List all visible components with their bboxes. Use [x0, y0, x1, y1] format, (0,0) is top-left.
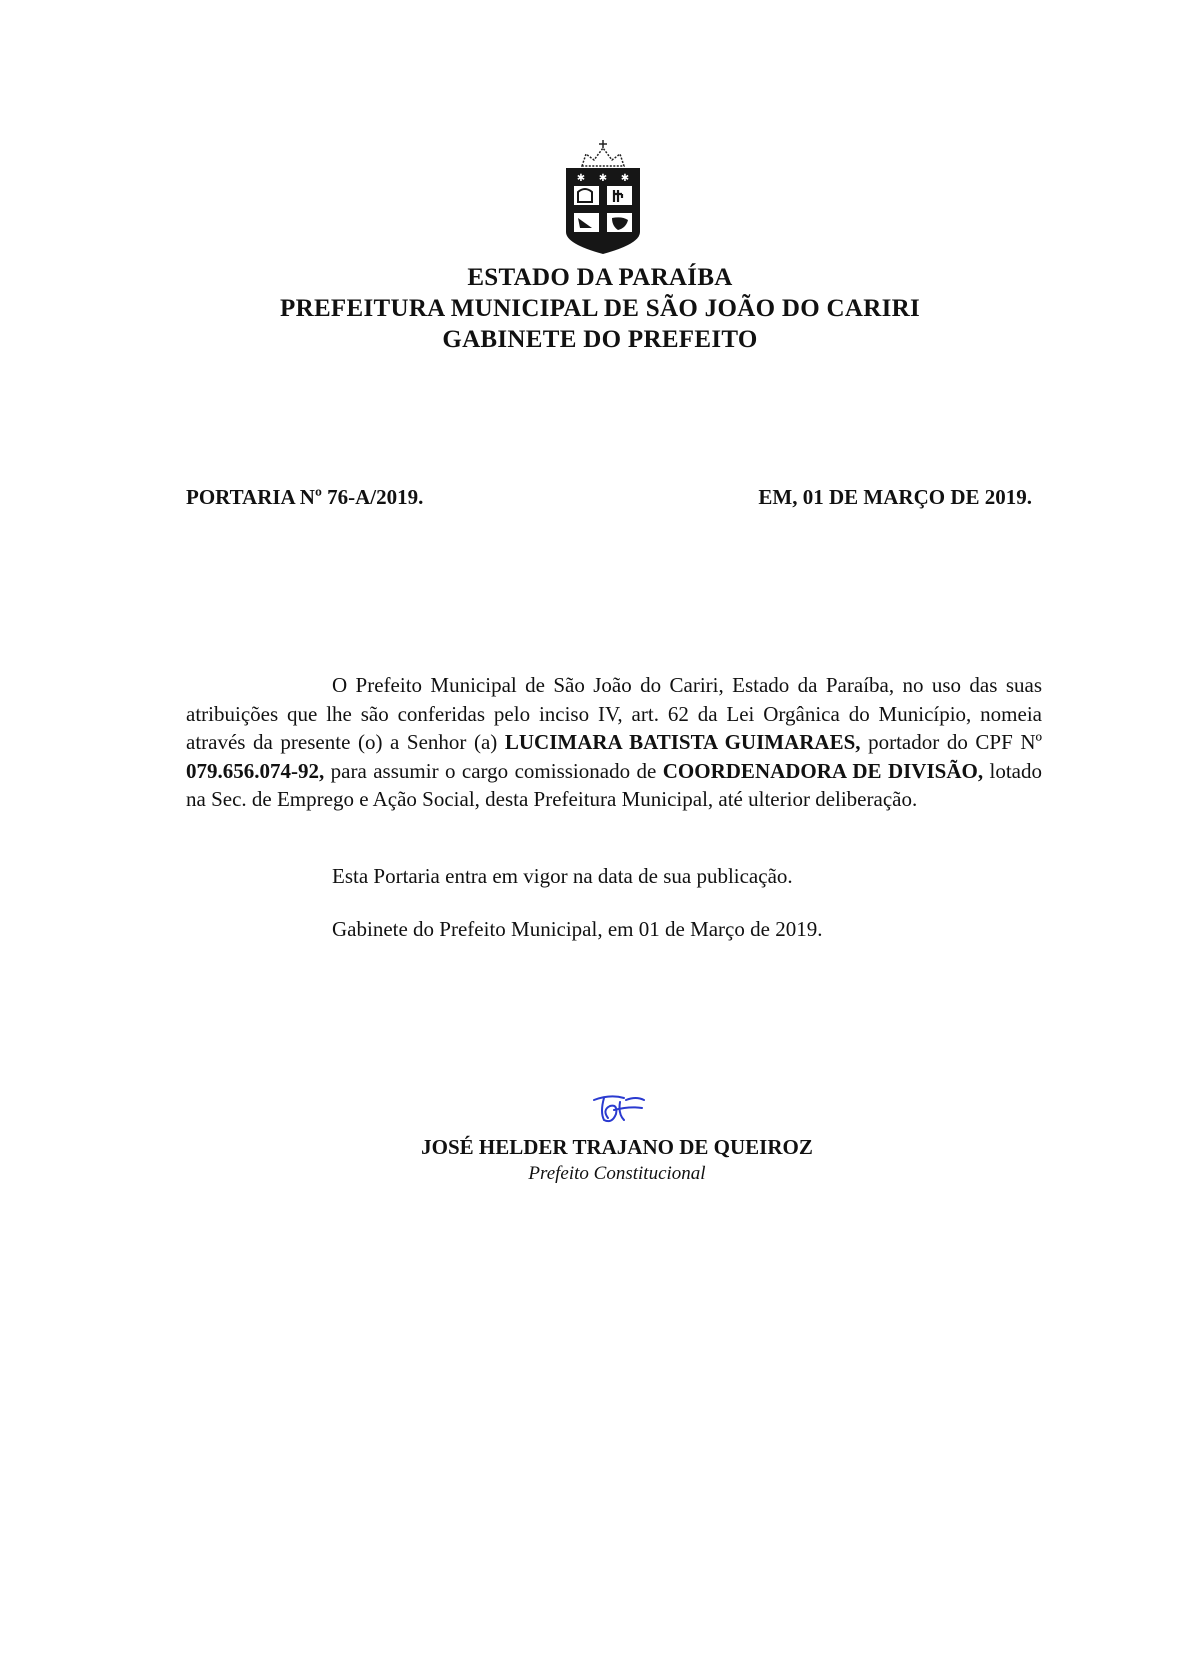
body-text-3: para assumir o cargo comissionado de	[324, 758, 663, 783]
state-name: ESTADO DA PARAÍBA	[467, 264, 733, 291]
coat-of-arms-icon	[560, 140, 646, 256]
body-text-2: portador do CPF Nº	[860, 730, 1042, 754]
appointee-cpf: 079.656.074-92,	[186, 758, 325, 783]
city-hall-name: PREFEITURA MUNICIPAL DE SÃO JOÃO DO CARIRI	[280, 295, 920, 322]
ordinance-date: EM, 01 DE MARÇO DE 2019.	[758, 485, 1032, 509]
appointed-position: COORDENADORA DE DIVISÃO,	[662, 758, 984, 783]
body-text-4: lotado na Sec. de Emprego e Ação Social, desta Prefeitura Municipal, até ulterior deliberação.	[186, 758, 1042, 811]
svg-text:✱: ✱	[598, 173, 608, 184]
letterhead	[0, 262, 1200, 355]
office-name: GABINETE DO PREFEITO	[442, 326, 758, 353]
body-text-1: O Prefeito Municipal de São João do Cariri, Estado da Paraíba, no uso das suas atribuições que lhe são conferidas pelo inciso IV, art. 62 da Lei Orgânica do Município, nomeia através da presente (o) a Senhor (a)	[186, 673, 1042, 754]
svg-text:✱: ✱	[576, 173, 586, 184]
appointment-paragraph	[186, 671, 1042, 814]
signer-name: JOSÉ HELDER TRAJANO DE QUEIROZ	[421, 1135, 813, 1159]
signer-title: Prefeito Constitucional	[528, 1163, 706, 1184]
signature-block	[0, 1133, 1200, 1187]
appointee-name: LUCIMARA BATISTA GUIMARAES,	[504, 730, 861, 754]
ordinance-number: PORTARIA Nº 76-A/2019.	[186, 485, 424, 509]
svg-text:✱: ✱	[620, 173, 630, 184]
effective-clause: Esta Portaria entra em vigor na data de sua publicação.	[332, 864, 793, 888]
handwritten-signature	[590, 1092, 648, 1126]
place-and-date: Gabinete do Prefeito Municipal, em 01 de Março de 2019.	[332, 917, 823, 941]
